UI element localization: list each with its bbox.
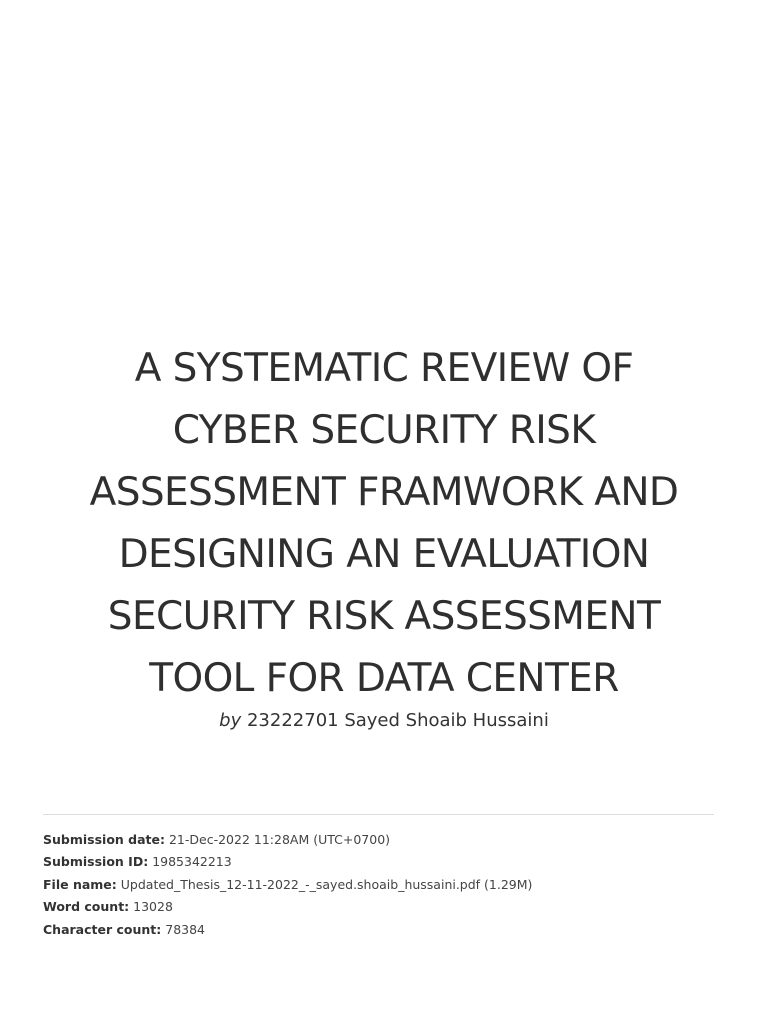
title-line-3: ASSESSMENT FRAMWORK AND — [89, 470, 679, 515]
word-count-label: Word count: — [43, 899, 130, 915]
file-name-value: Updated_Thesis_12-11-2022_-_sayed.shoaib_hussaini.pdf (1.29M) — [120, 876, 533, 892]
title-line-2: CYBER SECURITY RISK — [172, 408, 596, 453]
submission-id-row — [43, 851, 723, 873]
word-count-row — [43, 896, 723, 918]
file-name-label: File name: — [43, 876, 117, 892]
document-title — [30, 338, 738, 710]
submission-date-row — [43, 829, 723, 851]
submission-date-label: Submission date: — [43, 832, 165, 847]
section-divider — [43, 814, 714, 815]
byline-author: 23222701 Sayed Shoaib Hussaini — [246, 710, 549, 731]
character-count-row — [43, 919, 723, 941]
submission-id-label: Submission ID: — [43, 854, 149, 870]
title-line-4: DESIGNING AN EVALUATION — [118, 532, 650, 577]
submission-metadata — [43, 829, 723, 941]
title-line-1: A SYSTEMATIC REVIEW OF — [134, 346, 634, 391]
title-line-6: TOOL FOR DATA CENTER — [149, 656, 619, 701]
submission-date-value: 21-Dec-2022 11:28AM (UTC+0700) — [168, 832, 391, 847]
file-name-row — [43, 874, 723, 896]
word-count-value: 13028 — [133, 899, 173, 915]
submission-id-value: 1985342213 — [152, 854, 232, 870]
title-line-5: SECURITY RISK ASSESSMENT — [107, 594, 661, 639]
character-count-value: 78384 — [165, 921, 206, 937]
byline-prefix: by — [219, 710, 242, 731]
author-byline — [0, 709, 768, 733]
character-count-label: Character count: — [43, 921, 162, 937]
